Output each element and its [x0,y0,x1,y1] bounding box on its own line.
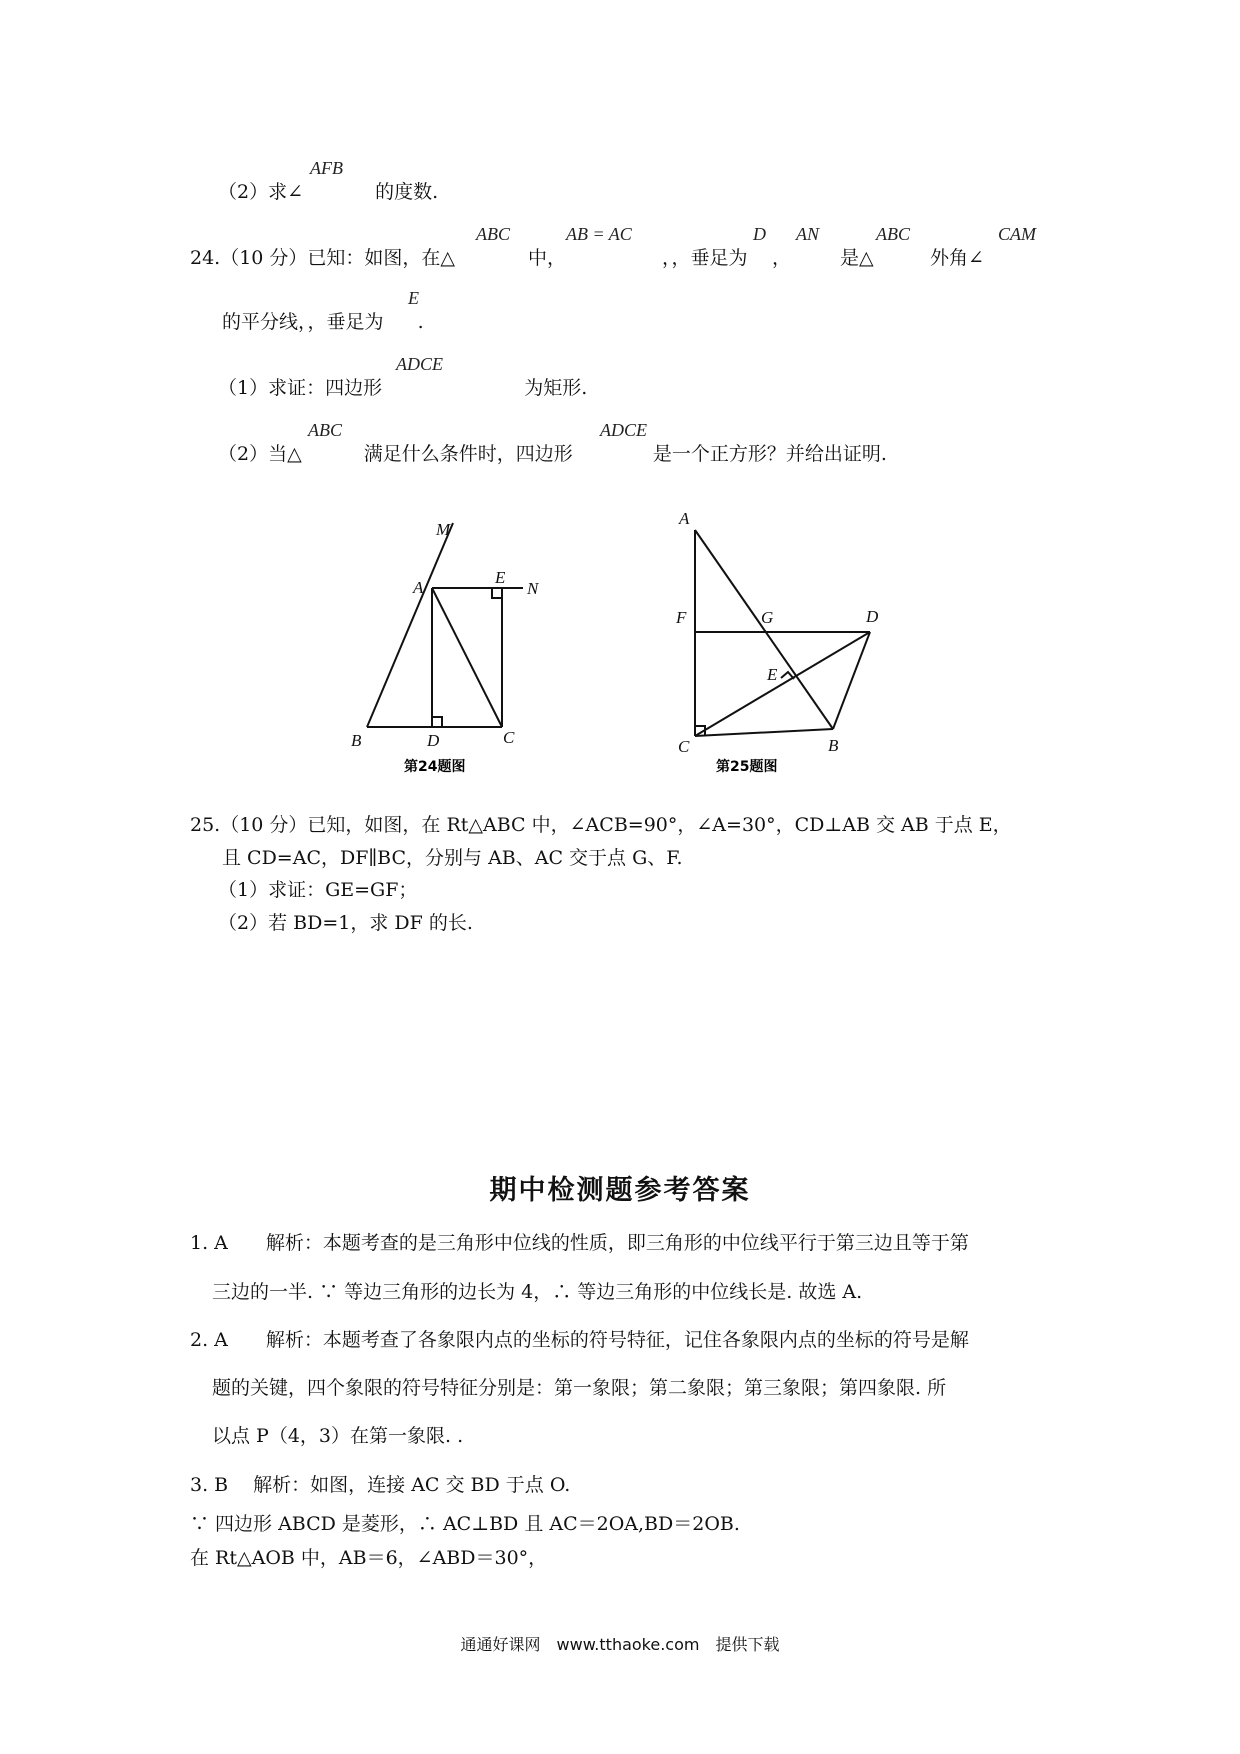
q25-line1: 25.（10 分）已知，如图，在 Rt△ABC 中，∠ACB=90°，∠A=30°，CD⊥AB 交 AB 于点 E， [190,814,1012,836]
q24-math-an: AN [796,224,820,244]
answer-1-line2: 三边的一半. ∵ 等边三角形的边长为 4，∴ 等边三角形的中位线长是. 故选 A. [212,1281,863,1303]
q24-text1: 24.（10 分）已知：如图，在△ [190,247,456,269]
q24-sub1-math: ADCE [396,354,443,374]
fig24-label-a: A [413,578,424,597]
q24-text3: ，，垂足为 [662,247,748,269]
q25-sub1: （1）求证：GE=GF； [218,879,418,901]
q24-sub2-text3: 是一个正方形？并给出证明. [652,443,887,465]
fig25-label-c: C [678,737,690,756]
fig24-line-ac [432,588,502,727]
q24-math-ab-ac: AB = AC [566,224,632,244]
fig25-caption: 第25题图 [716,759,778,775]
q23-sub2-line [218,180,438,204]
fig25-label-f: F [676,608,687,627]
fig25-label-a: A [679,509,690,528]
figure-24 [367,523,523,727]
q24-text4: ， [772,247,792,269]
q24-text2: 中， [528,247,567,269]
q24-sub2-text1: （2）当△ [218,443,302,465]
fig24-line-bm [367,523,453,727]
answers-title: 期中检测题参考答案 [489,1175,751,1206]
q24-math-abc: ABC [476,224,510,244]
fig25-label-e: E [767,665,778,684]
q25-sub2: （2）若 BD=1，求 DF 的长. [218,912,473,934]
q24-line2-text: 的平分线，，垂足为 [222,311,384,333]
fig24-label-d: D [427,731,440,750]
fig24-label-n: N [527,579,539,598]
q23-sub2-text1: （2）求∠ [218,181,304,203]
q24-math-abc2: ABC [876,224,910,244]
fig25-line-cd [695,632,870,736]
answer-1-line1: 1. A 解析：本题考查的是三角形中位线的性质，即三角形的中位线平行于第三边且等于第 [190,1232,969,1254]
q24-sub1 [218,376,587,400]
q24-line2-end: . [417,311,424,333]
figures [0,500,1240,800]
fig25-line-cb [695,729,833,736]
q24-line2 [222,310,424,334]
answer-3-line1: 3. B 解析：如图，连接 AC 交 BD 于点 O. [190,1474,571,1496]
fig24-label-m: M [436,520,451,539]
q24-line1 [190,246,455,270]
q24-math-e: E [408,288,419,308]
fig24-right-angle-e [492,588,502,598]
q24-sub1-text2: 为矩形. [524,377,588,399]
fig25-line-db [833,632,870,729]
q23-sub2-math: AFB [310,158,343,178]
q24-sub2-text2: 满足什么条件时，四边形 [363,443,573,465]
q24-math-cam: CAM [998,224,1036,244]
fig25-label-g: G [761,608,774,627]
answer-2-line2: 题的关键，四个象限的符号特征分别是：第一象限；第二象限；第三象限；第四象限. 所 [212,1377,947,1399]
q24-text6: 外角∠ [930,247,984,269]
fig25-line-ab [695,530,833,729]
q24-math-d: D [753,224,766,244]
fig24-right-angle-d [432,717,442,727]
figure-25 [695,530,870,736]
fig24-label-c: C [503,728,515,747]
fig24-caption: 第24题图 [404,759,466,775]
fig25-label-b: B [828,736,839,755]
answer-3-line3: 在 Rt△AOB 中，AB＝6，∠ABD＝30°， [190,1547,548,1569]
q24-text5: 是△ [840,247,874,269]
q24-sub2-math-adce: ADCE [600,420,647,440]
q24-sub2 [218,442,887,466]
q23-sub2-text2: 的度数. [375,181,439,203]
fig24-label-b: B [351,731,362,750]
fig24-label-e: E [495,568,506,587]
answer-2-line1: 2. A 解析：本题考查了各象限内点的坐标的符号特征，记住各象限内点的坐标的符号是解 [190,1329,969,1351]
fig25-right-angle-e [781,672,794,679]
figure-24-labels [351,520,540,750]
q24-sub1-text1: （1）求证：四边形 [218,377,383,399]
answer-3-line2: ∵ 四边形 ABCD 是菱形，∴ AC⊥BD 且 AC＝2OA,BD＝2OB. [190,1513,740,1535]
fig25-label-d: D [866,607,879,626]
q24-sub2-math-abc: ABC [308,420,342,440]
footer: 通通好课网 www.tthaoke.com 提供下载 [460,1635,780,1654]
q25-line2: 且 CD=AC，DF∥BC，分别与 AB、AC 交于点 G、F. [222,847,683,869]
answer-2-line3: 以点 P（4，3）在第一象限. . [212,1425,464,1447]
